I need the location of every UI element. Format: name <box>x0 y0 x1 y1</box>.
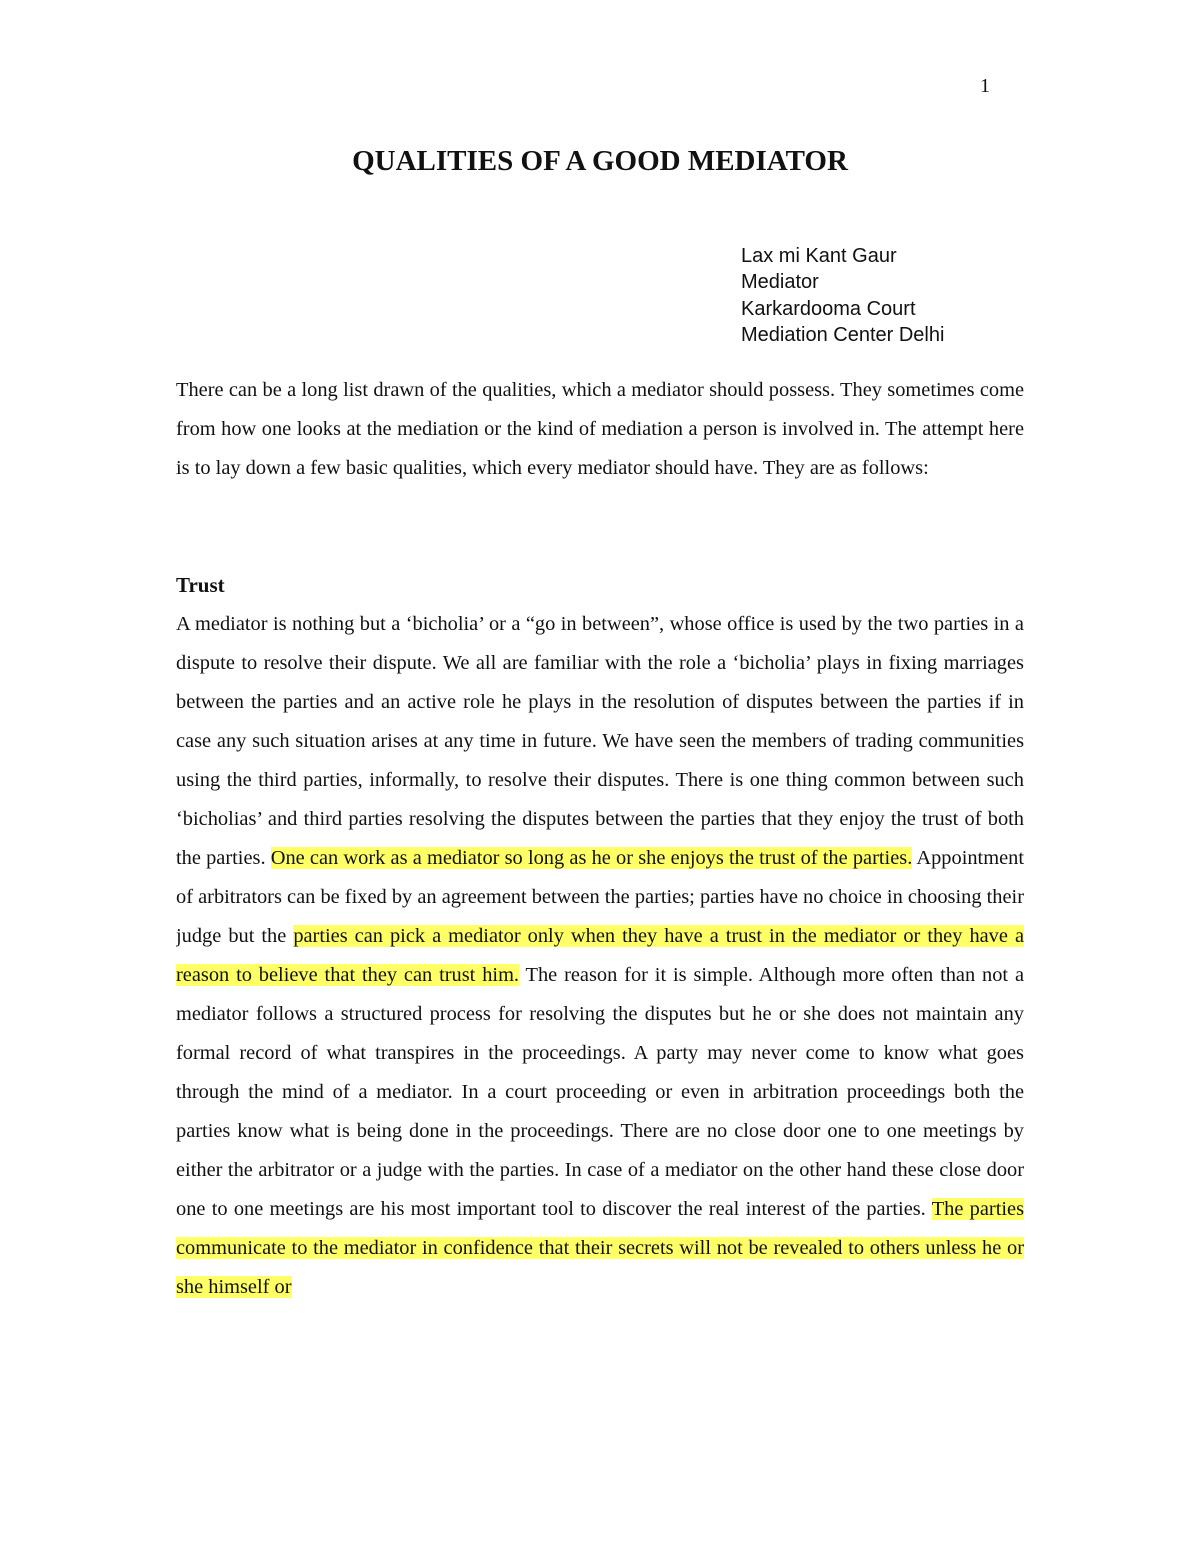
paragraph-segment: The reason for it is simple. Although more often than not a mediator follows a structured process for resolving the disputes but he or she does not maintain any formal record of what transpires in the proceedings. A party may never come to know what goes through the mind of a mediator. In a court proceeding or even in arbitration proceedings both the parties know what is being done in the proceedings. There are no close door one to one meetings by either the arbitrator or a judge with the parties. In case of a mediator on the other hand these close door one to one meetings are his most important tool to discover the real interest of the parties. <box>176 964 1024 1220</box>
author-block <box>741 243 944 348</box>
highlighted-segment: The parties communicate to the mediator in confidence that their secrets will not be revealed to others unless he or she himself or <box>176 1198 1024 1298</box>
paragraph-segment: A mediator is nothing but a ‘bicholia’ or a “go in between”, whose office is used by the two parties in a dispute to resolve their dispute. We all are familiar with the role a ‘bicholia’ plays in fixing marriages between the parties and an active role he plays in the resolution of disputes between the parties if in case any such situation arises at any time in future. We have seen the members of trading communities using the third parties, informally, to resolve their disputes. There is one thing common between such ‘bicholias’ and third parties resolving the disputes between the parties that they enjoy the trust of both the parties. <box>176 613 1024 869</box>
paragraph-segment: Appointment of arbitrators can be fixed by an agreement between the parties; parties have no choice in choosing their judge but the <box>176 847 1024 947</box>
intro-paragraph: There can be a long list drawn of the qualities, which a mediator should possess. They sometimes come from how one looks at the mediation or the kind of mediation a person is involved in. The attempt here is to lay down a few basic qualities, which every mediator should have. They are as follows: <box>176 379 1024 479</box>
section-heading-trust: Trust <box>176 573 225 597</box>
highlighted-segment: One can work as a mediator so long as he or she enjoys the trust of the parties. <box>270 847 913 869</box>
author-court: Karkardooma Court <box>741 297 916 320</box>
author-center: Mediation Center Delhi <box>741 323 945 346</box>
page-number: 1 <box>980 75 990 97</box>
author-name: Lax mi Kant Gaur <box>741 245 897 267</box>
highlighted-segment: parties can pick a mediator only when they have a trust in the mediator or they have a reason to believe that they can trust him. <box>176 925 1024 986</box>
author-role: Mediator <box>741 271 819 294</box>
document-title: QUALITIES OF A GOOD MEDIATOR <box>352 145 848 177</box>
trust-paragraph <box>176 605 1024 1385</box>
